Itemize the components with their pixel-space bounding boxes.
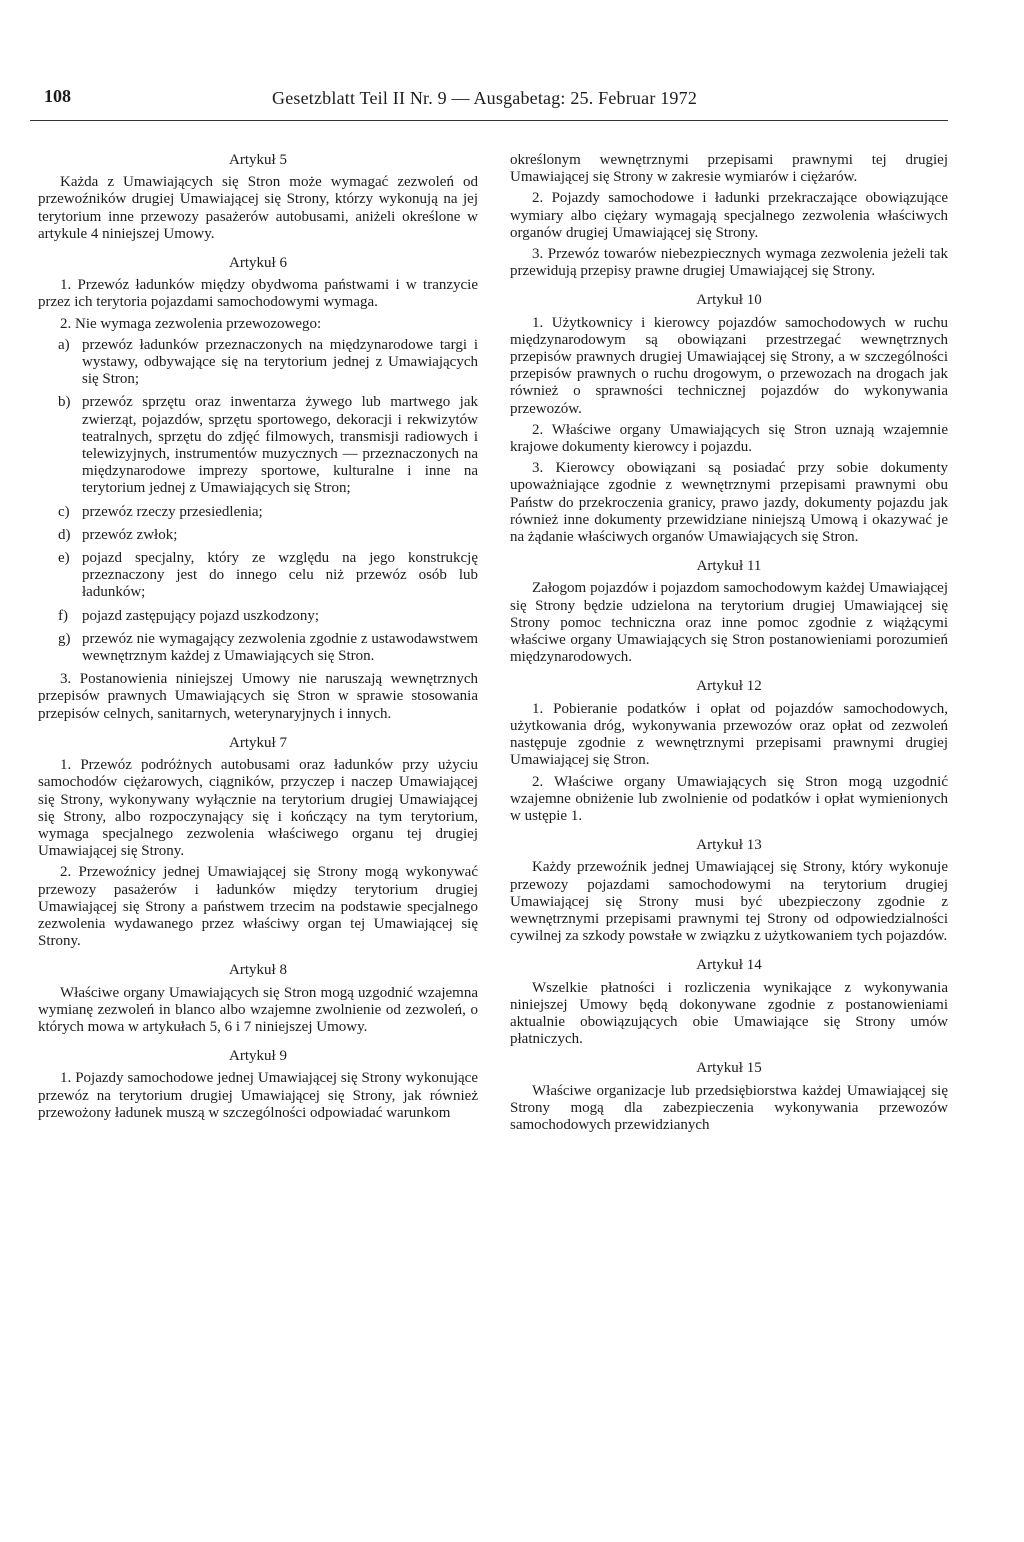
list-item-label: c) <box>58 503 70 520</box>
article-9-continued <box>510 152 948 280</box>
article-6 <box>38 255 478 723</box>
article-heading: Artykuł 5 <box>229 152 287 168</box>
page-number: 108 <box>44 86 71 106</box>
paragraph: Właściwe organy Umawiających się Stron mogą uzgodnić wzajemna wymianę zezwoleń in blanco albo wzajemne zwolnienie od zezwoleń, o których mowa w artykułach 5, 6 i 7 niniejszej Umowy. <box>38 984 478 1035</box>
article-14 <box>510 957 948 1048</box>
article-heading: Artykuł 9 <box>229 1048 287 1065</box>
paragraph: 1. Przewóz podróżnych autobusami oraz ładunków przy użyciu samochodów ciężarowych, ciągników, przyczep i naczep Umawiającej się Strony, wykonywany wyłącznie na terytorium drugiej Umawiającej się Strony, albo rozpoczynający się i kończący na tym terytorium, wymaga specjalnego zezwolenia właściwego organu tej drugiej Umawiającej się Strony. <box>38 757 478 860</box>
list-item <box>38 337 478 389</box>
list-item-text: pojazd zastępujący pojazd uszkodzony; <box>82 607 319 624</box>
list <box>38 337 478 665</box>
paragraph: 3. Kierowcy obowiązani są posiadać przy sobie dokumenty upoważniające zgodnie z wewnętrznymi przepisami prawnymi obu Państw do przekroczenia granicy, prawo jazdy, dokumenty pojazdu jak również inne dokumenty przewidziane niniejszą Umową i okazywać je na żądanie właściwych organów Umawiających się Stron. <box>510 460 948 546</box>
article-heading: Artykuł 7 <box>229 734 287 751</box>
article-heading: Artykuł 11 <box>696 558 762 575</box>
paragraph: Każdy przewoźnik jednej Umawiającej się Strony, który wykonuje przewozy pojazdami samochodowymi na terytorium drugiej Umawiającej się Strony musi być ubezpieczony zgodnie z wewnętrznymi przepisami prawnymi tej Strony od odpowiedzialności cywilnej za szkody powstałe w związku z użytkowaniem tych pojazdów. <box>510 859 948 945</box>
article-9 <box>38 1048 478 1122</box>
list-item-text: przewóz zwłok; <box>82 526 178 543</box>
paragraph: Wszelkie płatności i rozliczenia wynikające z wykonywania niniejszej Umowy będą dokonywane zgodnie z postanowieniami aktualnie obowiązujących obie Umawiające się Strony umów płatniczych. <box>510 979 948 1048</box>
list-item-label: e) <box>58 550 70 567</box>
list-item-label: a) <box>58 336 70 353</box>
article-10 <box>510 292 948 546</box>
article-11 <box>510 558 948 666</box>
left-column <box>38 140 478 1126</box>
article-heading: Artykuł 15 <box>696 1060 762 1077</box>
paragraph: 1. Pojazdy samochodowe jednej Umawiającej się Strony wykonujące przewóz na terytorium drugiej Umawiającej się Strony, jak również przewożony ładunek muszą w szczególności odpowiadać warunkom <box>38 1070 478 1121</box>
list-item-text: przewóz nie wymagający zezwolenia zgodnie z ustawodawstwem wewnętrznym każdej z Umawiających się Stron. <box>82 630 478 665</box>
paragraph: 3. Postanowienia niniejszej Umowy nie naruszają wewnętrznych przepisów prawnych Umawiających się Stron w sprawie stosowania przepisów celnych, sanitarnych, weterynaryjnych i innych. <box>38 671 478 722</box>
list-item <box>38 394 478 497</box>
article-8 <box>38 962 478 1036</box>
paragraph: Każda z Umawiających się Stron może wymagać zezwoleń od przewoźników drugiej Umawiającej się Strony, którzy wykonują na jej terytorium inne przewozy pasażerów autobusami, aniżeli określone w artykule 4 niniejszej Umowy. <box>38 174 478 242</box>
paragraph: 2. Właściwe organy Umawiających się Stron mogą uzgodnić wzajemne obniżenie lub zwolnienie od podatków i opłat wymienionych w ustępie 1. <box>510 773 948 824</box>
paragraph: 1. Pobieranie podatków i opłat od pojazdów samochodowych, użytkowania dróg, wykonywania przewozów oraz opłat od zezwoleń następuje zgodnie z wewnętrznymi przepisami prawnymi drugiej Umawiającej się Stron. <box>510 700 948 769</box>
paragraph: Załogom pojazdów i pojazdom samochodowym każdej Umawiającej się Strony będzie udzielona na terytorium drugiej Umawiającej się Strony pomoc techniczna oraz inne pomoc zgodnie z wiążącymi właściwe organy Umawiających się Stron postanowieniami porozumień międzynarodowych. <box>510 580 948 666</box>
list-item-label: g) <box>58 630 71 647</box>
list-item-label: f) <box>58 607 68 624</box>
paragraph: 2. Nie wymaga zezwolenia przewozowego: <box>60 315 322 332</box>
list-item-text: przewóz sprzętu oraz inwentarza żywego lub martwego jak zwierząt, pojazdów, sprzętu sportowego, dekoracji i rekwizytów teatralnych, sprzętu do zdjęć filmowych, transmisji radiowych i telewizyjnych, instrumentów muzycznych — przeznaczonych na międzynarodowe imprezy sportowe, kulturalne i inne na terytorium jednej z Umawiających się Stron; <box>82 394 478 497</box>
running-title: Gesetzblatt Teil II Nr. 9 — Ausgabetag: 25. Februar 1972 <box>272 88 698 108</box>
article-heading: Artykuł 8 <box>229 962 287 979</box>
article-7 <box>38 735 478 950</box>
article-heading: Artykuł 14 <box>696 957 762 974</box>
article-heading: Artykuł 12 <box>696 678 762 695</box>
paragraph: 2. Właściwe organy Umawiających się Stron uznają wzajemnie krajowe dokumenty kierowcy i pojazdu. <box>510 421 948 456</box>
list-item <box>38 631 478 665</box>
list-item-label: d) <box>58 526 71 543</box>
article-heading: Artykuł 10 <box>696 292 762 309</box>
list-item <box>38 550 478 602</box>
header-rule <box>30 120 948 121</box>
right-column <box>510 152 948 1138</box>
paragraph: 2. Pojazdy samochodowe i ładunki przekraczające obowiązujące wymiary albo ciężary wymagają specjalnego zezwolenia właściwych organów drugiej Umawiającej się Strony. <box>510 190 948 241</box>
article-12 <box>510 678 948 825</box>
article-heading: Artykuł 13 <box>696 837 762 854</box>
list-item <box>38 504 478 521</box>
list-item-text: pojazd specjalny, który ze względu na jego konstrukcję przeznaczony jest do innego celu niż przewóz osób lub ładunków; <box>82 550 478 601</box>
paragraph: 1. Użytkownicy i kierowcy pojazdów samochodowych w ruchu międzynarodowym są obowiązani przestrzegać wewnętrznych przepisów prawnych drugiej Umawiającej się Strony, a w szczególności przepisów prawnych o ruchu drogowym, o przewozach na drogach jak również o sprawności technicznej pojazdów do wykonywania przewozów. <box>510 314 948 417</box>
paragraph: Właściwe organizacje lub przedsiębiorstwa każdej Umawiającej się Strony mogą dla zabezpieczenia wykonywania przewozów samochodowych przewidzianych <box>510 1082 948 1133</box>
list-item <box>38 608 478 625</box>
paragraph: określonym wewnętrznymi przepisami prawnymi tej drugiej Umawiającej się Strony w zakresie wymiarów i ciężarów. <box>510 152 948 186</box>
paragraph: 3. Przewóz towarów niebezpiecznych wymaga zezwolenia jeżeli tak przewidują przepisy prawne drugiej Umawiającej się Strony. <box>510 246 948 280</box>
article-5 <box>38 152 478 243</box>
list-item-text: przewóz rzeczy przesiedlenia; <box>82 503 263 520</box>
list-item-text: przewóz ładunków przeznaczonych na międzynarodowe targi i wystawy, odbywające się na terytorium jednej z Umawiających się Stron; <box>82 336 478 388</box>
article-15 <box>510 1060 948 1134</box>
list-item <box>38 527 478 544</box>
article-heading: Artykuł 6 <box>229 255 287 272</box>
paragraph: 2. Przewoźnicy jednej Umawiającej się Strony mogą wykonywać przewozy pasażerów i ładunków między terytorium drugiej Umawiającej się Strony a państwem trzecim na podstawie specjalnego zezwolenia wydawanego przez właściwy organ tej Umawiającej się Strony. <box>38 864 478 950</box>
paragraph: 1. Przewóz ładunków między obydwoma państwami i w tranzycie przez ich terytoria pojazdami samochodowymi wymaga. <box>38 277 478 311</box>
list-item-label: b) <box>58 394 71 411</box>
article-13 <box>510 837 948 945</box>
page-header <box>30 86 980 116</box>
